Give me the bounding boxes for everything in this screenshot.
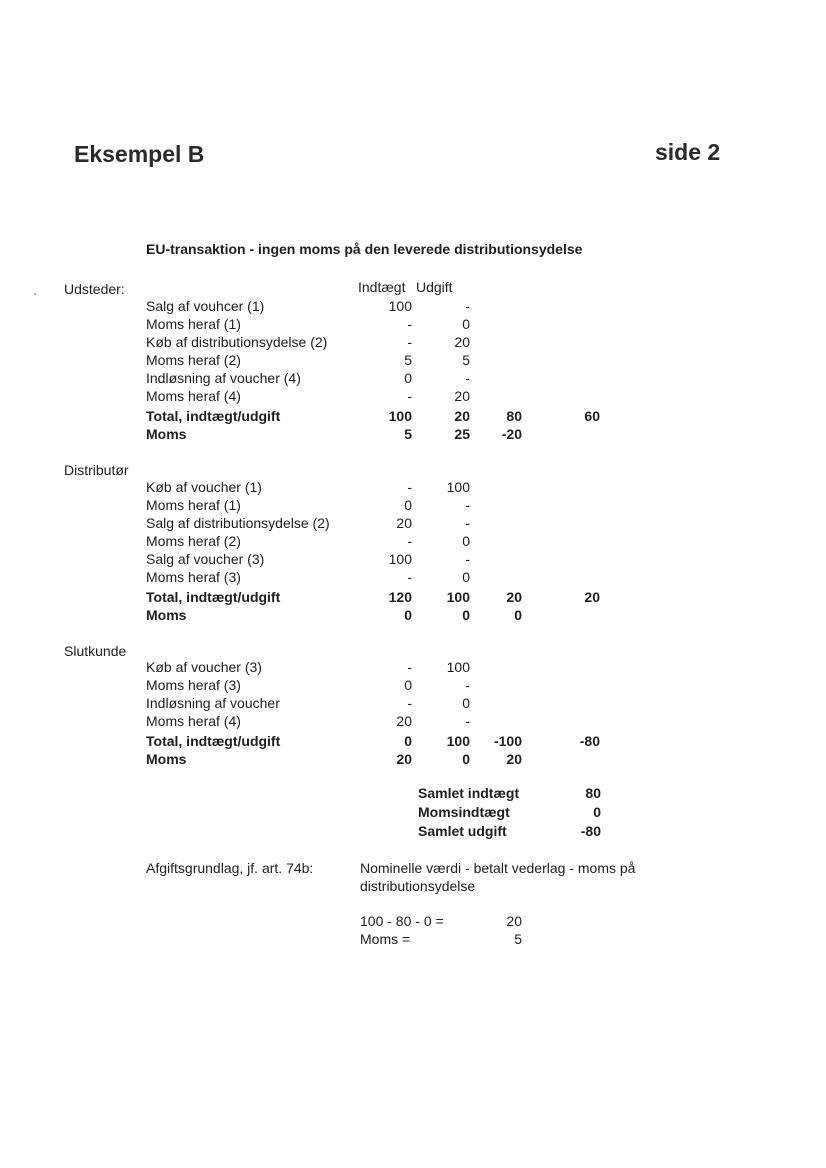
row-label: Salg af voucher (3) bbox=[146, 551, 265, 567]
column-header-income: Indtægt bbox=[358, 279, 406, 295]
table-row bbox=[0, 387, 826, 405]
row-label: Moms bbox=[146, 751, 187, 767]
moms-value: 5 bbox=[514, 931, 522, 947]
row-label: Moms heraf (1) bbox=[146, 316, 241, 332]
income-cell: 100 bbox=[388, 551, 412, 567]
expense-cell: - bbox=[465, 497, 470, 513]
row-label: Salg af distributionsydelse (2) bbox=[146, 515, 330, 531]
expense-cell: 100 bbox=[446, 479, 470, 495]
expense-cell: 0 bbox=[462, 695, 470, 711]
income-cell: 0 bbox=[404, 733, 412, 749]
total-cell: 20 bbox=[584, 589, 600, 605]
table-row bbox=[0, 568, 826, 586]
summary-label: Samlet udgift bbox=[418, 823, 507, 839]
row-label: Moms heraf (2) bbox=[146, 533, 241, 549]
row-label: Moms heraf (3) bbox=[146, 569, 241, 585]
page-number: side 2 bbox=[655, 139, 721, 165]
row-label: Køb af voucher (1) bbox=[146, 479, 262, 495]
table-row bbox=[0, 550, 826, 568]
income-cell: 0 bbox=[404, 677, 412, 693]
column-header-expense: Udgift bbox=[416, 279, 453, 295]
expense-cell: 0 bbox=[462, 607, 470, 623]
income-cell: 120 bbox=[388, 589, 412, 605]
table-row bbox=[0, 694, 826, 712]
row-label: Køb af distributionsydelse (2) bbox=[146, 334, 328, 350]
expense-cell: 20 bbox=[454, 334, 470, 350]
document-subtitle: EU-transaktion - ingen moms på den leverede distributionsydelse bbox=[146, 241, 583, 257]
summary-label: Samlet indtægt bbox=[418, 785, 520, 801]
income-cell: - bbox=[407, 533, 412, 549]
income-cell: - bbox=[407, 569, 412, 585]
table-row bbox=[0, 297, 826, 315]
row-label: Moms heraf (4) bbox=[146, 713, 241, 729]
table-row bbox=[0, 658, 826, 676]
section-label-distributor: Distributør bbox=[64, 462, 129, 478]
income-cell: - bbox=[407, 695, 412, 711]
section-label-udsteder: Udsteder: bbox=[64, 281, 125, 297]
row-label: Køb af voucher (3) bbox=[146, 659, 262, 675]
table-row bbox=[0, 676, 826, 694]
income-cell: 20 bbox=[396, 515, 412, 531]
income-cell: - bbox=[407, 659, 412, 675]
net-cell: 0 bbox=[514, 607, 522, 623]
summary-label: Momsindtægt bbox=[418, 804, 510, 820]
net-cell: 20 bbox=[506, 751, 522, 767]
basis-label: Afgiftsgrundlag, jf. art. 74b: bbox=[146, 860, 314, 876]
expense-cell: 100 bbox=[446, 733, 470, 749]
row-label: Total, indtægt/udgift bbox=[146, 408, 281, 424]
income-cell: 5 bbox=[404, 426, 412, 442]
row-label: Moms heraf (3) bbox=[146, 677, 241, 693]
income-cell: 0 bbox=[404, 370, 412, 386]
table-row bbox=[0, 478, 826, 496]
row-label: Indløsning af voucher bbox=[146, 695, 280, 711]
table-row bbox=[0, 425, 826, 443]
expense-cell: 100 bbox=[446, 589, 470, 605]
row-label: Total, indtægt/udgift bbox=[146, 589, 281, 605]
calc-label: 100 - 80 - 0 = bbox=[360, 913, 444, 929]
summary-value: 0 bbox=[593, 804, 601, 820]
total-cell: -80 bbox=[579, 733, 600, 749]
net-cell: -100 bbox=[493, 733, 522, 749]
income-cell: 100 bbox=[388, 298, 412, 314]
row-label: Indløsning af voucher (4) bbox=[146, 370, 301, 386]
expense-cell: 0 bbox=[462, 316, 470, 332]
row-label: Moms bbox=[146, 426, 187, 442]
table-row bbox=[0, 750, 826, 768]
income-cell: - bbox=[407, 316, 412, 332]
income-cell: - bbox=[407, 334, 412, 350]
income-cell: 0 bbox=[404, 497, 412, 513]
expense-cell: 25 bbox=[454, 426, 470, 442]
expense-cell: - bbox=[465, 551, 470, 567]
basis-text-line2: distributionsydelse bbox=[360, 878, 476, 894]
income-cell: - bbox=[407, 479, 412, 495]
table-row bbox=[0, 532, 826, 550]
calc-value: 20 bbox=[506, 913, 522, 929]
table-row bbox=[0, 333, 826, 351]
table-row bbox=[0, 732, 826, 750]
expense-cell: - bbox=[465, 677, 470, 693]
income-cell: - bbox=[407, 388, 412, 404]
table-row bbox=[0, 407, 826, 425]
section-label-slutkunde: Slutkunde bbox=[64, 643, 127, 659]
table-row bbox=[0, 496, 826, 514]
expense-cell: 20 bbox=[454, 408, 470, 424]
expense-cell: - bbox=[465, 298, 470, 314]
row-label: Moms bbox=[146, 607, 187, 623]
page-title: Eksempel B bbox=[74, 141, 205, 167]
expense-cell: 0 bbox=[462, 533, 470, 549]
table-row bbox=[0, 712, 826, 730]
table-row bbox=[0, 514, 826, 532]
expense-cell: - bbox=[465, 515, 470, 531]
scan-speck bbox=[34, 293, 36, 295]
table-row bbox=[0, 606, 826, 624]
income-cell: 5 bbox=[404, 352, 412, 368]
table-row bbox=[0, 588, 826, 606]
row-label: Moms heraf (1) bbox=[146, 497, 241, 513]
expense-cell: 100 bbox=[446, 659, 470, 675]
income-cell: 20 bbox=[396, 713, 412, 729]
expense-cell: 0 bbox=[462, 751, 470, 767]
total-cell: 60 bbox=[584, 408, 600, 424]
expense-cell: 0 bbox=[462, 569, 470, 585]
income-cell: 0 bbox=[404, 607, 412, 623]
table-row bbox=[0, 351, 826, 369]
net-cell: 80 bbox=[506, 408, 522, 424]
summary-value: 80 bbox=[585, 785, 601, 801]
income-cell: 20 bbox=[396, 751, 412, 767]
moms-label: Moms = bbox=[360, 931, 411, 947]
summary-value: -80 bbox=[580, 823, 601, 839]
row-label: Moms heraf (2) bbox=[146, 352, 241, 368]
basis-text-line1: Nominelle værdi - betalt vederlag - moms på bbox=[360, 860, 636, 876]
net-cell: 20 bbox=[506, 589, 522, 605]
row-label: Total, indtægt/udgift bbox=[146, 733, 281, 749]
expense-cell: 20 bbox=[454, 388, 470, 404]
net-cell: -20 bbox=[501, 426, 522, 442]
expense-cell: - bbox=[465, 370, 470, 386]
row-label: Salg af vouhcer (1) bbox=[146, 298, 265, 314]
row-label: Moms heraf (4) bbox=[146, 388, 241, 404]
table-row bbox=[0, 315, 826, 333]
income-cell: 100 bbox=[388, 408, 412, 424]
expense-cell: 5 bbox=[462, 352, 470, 368]
table-row bbox=[0, 369, 826, 387]
expense-cell: - bbox=[465, 713, 470, 729]
